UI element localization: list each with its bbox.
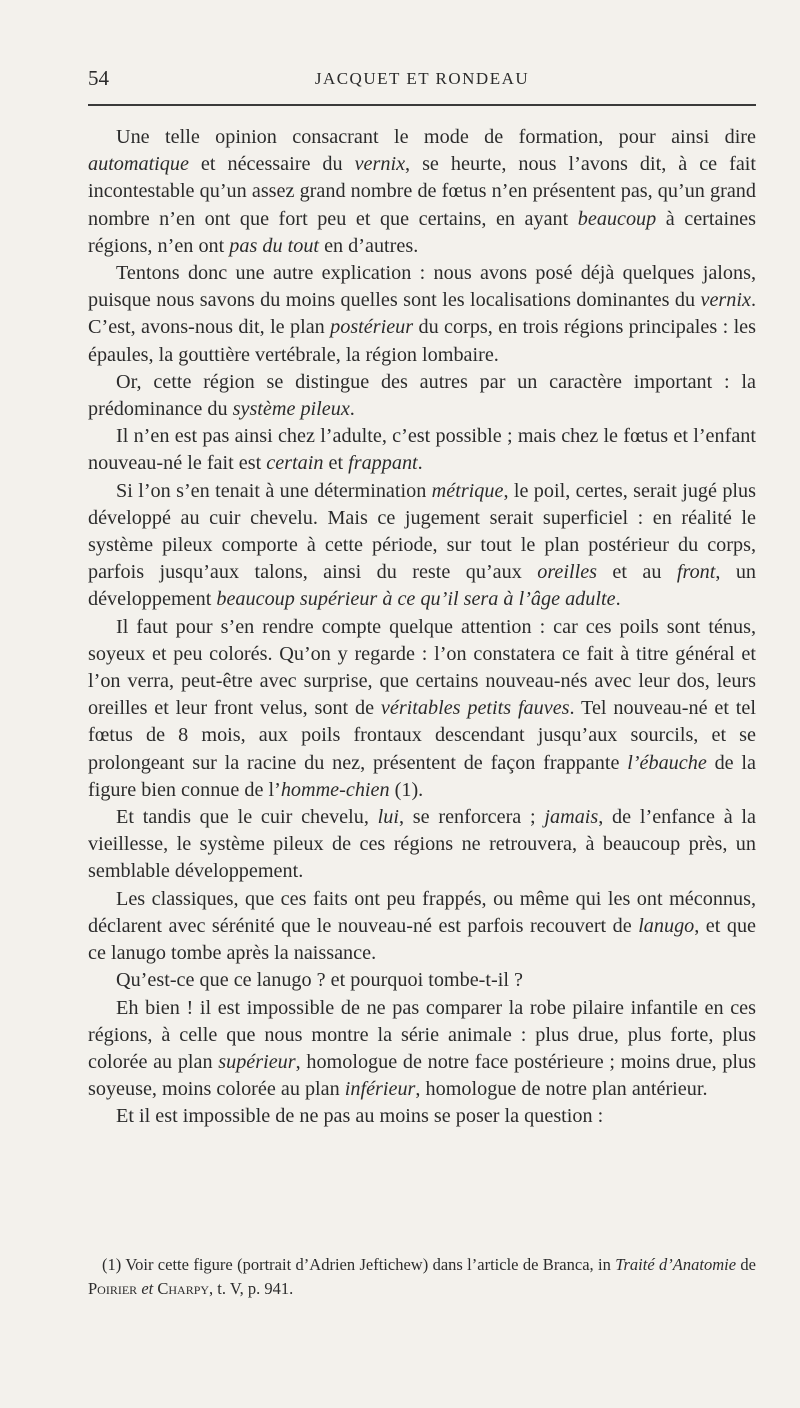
text-run: . bbox=[417, 452, 423, 475]
text-run: Qu’est-ce que ce lanugo ? et pourquoi tombe-t-il ? bbox=[116, 969, 523, 992]
text-run: de bbox=[736, 1255, 756, 1274]
text-run: . bbox=[615, 588, 621, 611]
italic-text: l’ébauche bbox=[627, 751, 707, 774]
paragraph bbox=[88, 886, 756, 968]
italic-text: Traité d’Anatomie bbox=[615, 1255, 737, 1274]
italic-text: vernix bbox=[700, 289, 751, 312]
text-run: et au bbox=[597, 561, 677, 584]
text-run: (1) Voir cette figure (portrait d’Adrien Jeftichew) dans l’article de Branca, in bbox=[102, 1255, 616, 1274]
footnote-text bbox=[88, 1253, 756, 1301]
text-run: de la figure bien connue de l’ bbox=[88, 751, 757, 801]
italic-text: postérieur bbox=[330, 316, 414, 339]
text-run: , t. V, p. 941. bbox=[209, 1279, 294, 1298]
text-run: , se renforcera ; bbox=[398, 806, 545, 829]
text-run: Si l’on s’en tenait à une détermination bbox=[116, 479, 432, 502]
italic-text: système pileux bbox=[232, 398, 350, 421]
text-run: Tentons donc une autre explication : nous avons posé déjà quelques jalons, puisque nous savons du moins quelles sont les localisations dominantes du bbox=[88, 262, 756, 312]
page-number: 54 bbox=[88, 66, 109, 90]
text-run: à certaines régions, n’en ont bbox=[88, 207, 756, 257]
paragraph bbox=[88, 369, 756, 423]
text-run: et nécessaire du bbox=[188, 153, 355, 176]
italic-text: certain bbox=[266, 452, 324, 475]
text-run: . Tel nouveau-né et tel fœtus de 8 mois, aux poils frontaux descendant jusqu’aux sourcils, et se prolongeant sur la racine du nez, présentent de façon frappante bbox=[88, 697, 756, 774]
paragraph bbox=[88, 1103, 756, 1130]
text-run: Il n’en est pas ainsi chez l’adulte, c’est possible ; mais chez le fœtus et l’enfant nouveau-né le fait est bbox=[88, 425, 756, 475]
header-rule bbox=[88, 104, 756, 106]
italic-text: frappant bbox=[348, 452, 418, 475]
text-run: , homologue de notre face postérieure ; moins drue, plus soyeuse, moins colorée au plan bbox=[88, 1050, 756, 1101]
text-run: et bbox=[323, 452, 349, 475]
page-header bbox=[88, 66, 756, 96]
text-run: Or, cette région se distingue des autres par un caractère important : la prédominance du bbox=[88, 370, 756, 421]
italic-text: homme-chien bbox=[280, 778, 390, 801]
italic-text: jamais bbox=[544, 806, 599, 829]
text-run: . C’est, avons-nous dit, le plan bbox=[88, 289, 756, 339]
italic-text: beaucoup bbox=[577, 207, 657, 230]
text-run: , le poil, certes, serait jugé plus développé au cuir chevelu. Mais ce jugement serait superficiel : en réalité le système pileux comporte à cette période, sur tout le plan postérieur du corps, parfois jusqu’aux talons, ainsi du reste qu’aux bbox=[88, 479, 756, 584]
italic-text: inférieur bbox=[344, 1078, 416, 1101]
small-caps-text: Poirier bbox=[88, 1279, 138, 1298]
text-run: Il faut pour s’en rendre compte quelque attention : car ces poils sont ténus, soyeux et peu colorés. Qu’on y regarde : l’on constatera ce fait à titre général et l’on verra, peut-être avec surprise, que certains nouveau-nés avec leur dos, leurs oreilles et leur front velus, sont de bbox=[88, 615, 756, 720]
italic-text: oreilles bbox=[537, 561, 598, 584]
italic-text: supérieur bbox=[218, 1050, 296, 1073]
paragraph bbox=[88, 478, 756, 614]
italic-text: front bbox=[676, 561, 716, 584]
text-run: (1). bbox=[389, 778, 424, 801]
text-run: , et que ce lanugo tombe après la naissance. bbox=[88, 914, 756, 965]
italic-text: lanugo bbox=[638, 914, 695, 937]
paragraph bbox=[88, 423, 756, 477]
italic-text: vernix bbox=[354, 153, 406, 176]
small-caps-text: Charpy bbox=[157, 1279, 210, 1298]
italic-text: et bbox=[141, 1279, 154, 1298]
italic-text: véritables petits fauves bbox=[380, 697, 570, 720]
body-text bbox=[88, 124, 756, 1131]
paragraph bbox=[88, 260, 756, 369]
italic-text: pas du tout bbox=[229, 234, 320, 257]
footnote bbox=[88, 1253, 756, 1301]
paragraph bbox=[88, 804, 756, 886]
paragraph bbox=[88, 995, 756, 1104]
italic-text: métrique bbox=[431, 479, 504, 502]
running-title: JACQUET ET RONDEAU bbox=[314, 69, 530, 88]
paragraph bbox=[88, 967, 756, 994]
text-run: en d’autres. bbox=[319, 234, 419, 257]
text-run: , se heurte, nous l’avons dit, à ce fait incontestable qu’un assez grand nombre de fœtus n’en présentent pas, qu’un grand nombre n’en ont que fort peu et que certains, en ayant bbox=[88, 153, 756, 230]
text-run: Une telle opinion consacrant le mode de formation, pour ainsi dire bbox=[116, 126, 756, 148]
text-run: Eh bien ! il est impossible de ne pas comparer la robe pilaire infantile en ces régions, à celle que nous montre la série animale : plus drue, plus forte, plus colorée au plan bbox=[88, 996, 756, 1073]
text-run: Et il est impossible de ne pas au moins se poser la question : bbox=[116, 1105, 604, 1128]
italic-text: beaucoup supérieur à ce qu’il sera à l’âge adulte bbox=[216, 588, 616, 611]
text-run: , homologue de notre plan antérieur. bbox=[415, 1078, 708, 1101]
text-run: du corps, en trois régions principales : les épaules, la gouttière vertébrale, la région lombaire. bbox=[88, 316, 756, 366]
text-run: , un développement bbox=[88, 561, 757, 611]
italic-text: automatique bbox=[88, 153, 189, 176]
text-run: Les classiques, que ces faits ont peu frappés, ou même qui les ont méconnus, déclarent avec sérénité que le nouveau-né est parfois recouvert de bbox=[88, 887, 756, 937]
paragraph bbox=[88, 614, 756, 804]
text-run: . bbox=[349, 398, 355, 421]
text-run: Et tandis que le cuir chevelu, bbox=[116, 806, 378, 829]
text-run: , de l’enfance à la vieillesse, le système pileux de ces régions ne retrouvera, à beaucoup près, un semblable développement. bbox=[88, 806, 757, 883]
italic-text: lui bbox=[377, 806, 399, 829]
paragraph bbox=[88, 124, 756, 260]
